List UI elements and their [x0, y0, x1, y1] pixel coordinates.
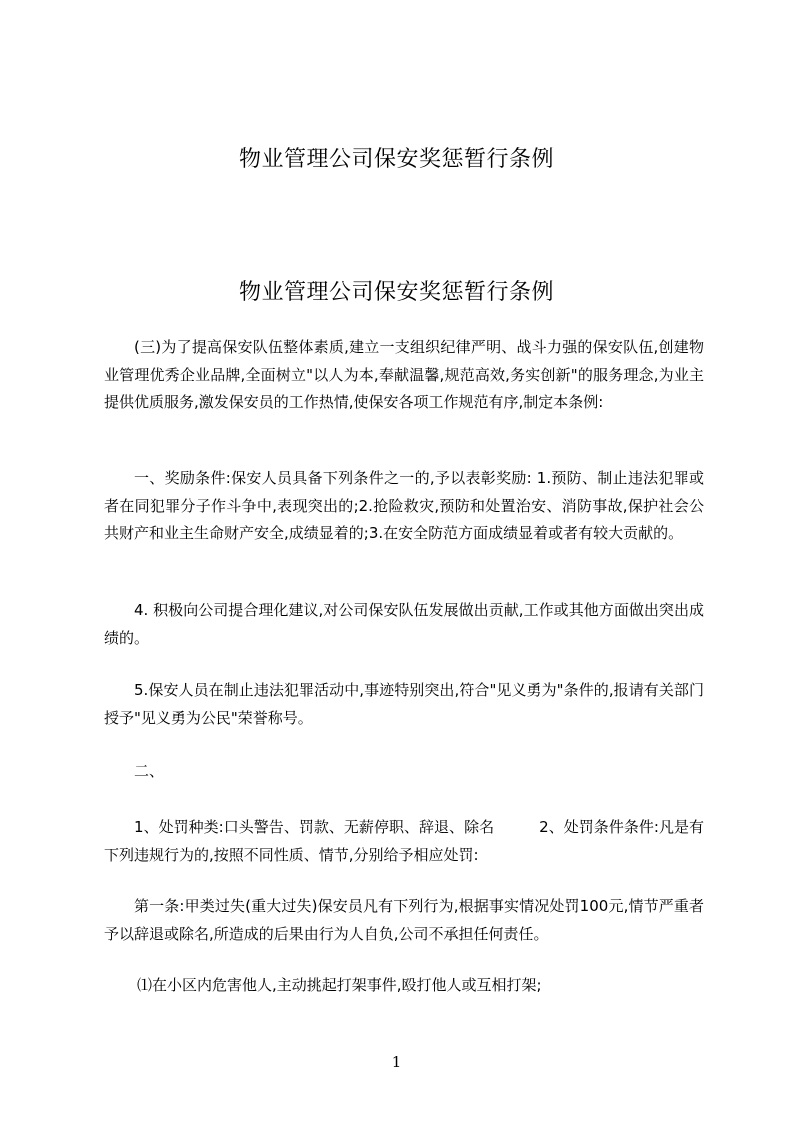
section-heading-two: 二、 [134, 762, 165, 780]
document-title-header: 物业管理公司保安奖惩暂行条例 [238, 147, 554, 172]
paragraph-penalty-types: 1、处罚种类:口头警告、罚款、无薪停职、辞退、除名 2、处罚条件条件:凡是有下列违规行为的,按照不同性质、情节,分别给予相应处罚: [104, 818, 704, 864]
document-title: 物业管理公司保安奖惩暂行条例 [238, 280, 554, 305]
paragraph-reward-item-5: 5.保安人员在制止违法犯罪活动中,事迹特别突出,符合"见义勇为"条件的,报请有关部门授予"见义勇为公民"荣誉称号。 [104, 681, 704, 727]
paragraph-article-one: 第一条:甲类过失(重大过失)保安员凡有下列行为,根据事实情况处罚100元,情节严重者予以辞退或除名,所造成的后果由行为人自负,公司不承担任何责任。 [104, 897, 704, 943]
paragraph-reward-conditions: 一、奖励条件:保安人员具备下列条件之一的,予以表彰奖励: 1.预防、制止违法犯罪或者在同犯罪分子作斗争中,表现突出的;2.抢险救灾,预防和处置治安、消防事故,保护社会公共财产和业主生命财产安全,成绩显着的;3.在安全防范方面成绩显着或者有较大贡献的。 [104, 469, 704, 542]
paragraph-reward-item-4: 4. 积极向公司提合理化建议,对公司保安队伍发展做出贡献,工作或其他方面做出突出成绩的。 [104, 601, 704, 647]
paragraph-intro: (三)为了提高保安队伍整体素质,建立一支组织纪律严明、战斗力强的保安队伍,创建物业管理优秀企业品牌,全面树立"以人为本,奉献温馨,规范高效,务实创新"的服务理念,为业主提供优质服务,激发保安员的工作热情,使保安各项工作规范有序,制定本条例: [104, 338, 704, 411]
page-number: 1 [391, 1053, 402, 1071]
paragraph-item-1: ⑴在小区内危害他人,主动挑起打架事件,殴打他人或互相打架; [137, 976, 542, 994]
